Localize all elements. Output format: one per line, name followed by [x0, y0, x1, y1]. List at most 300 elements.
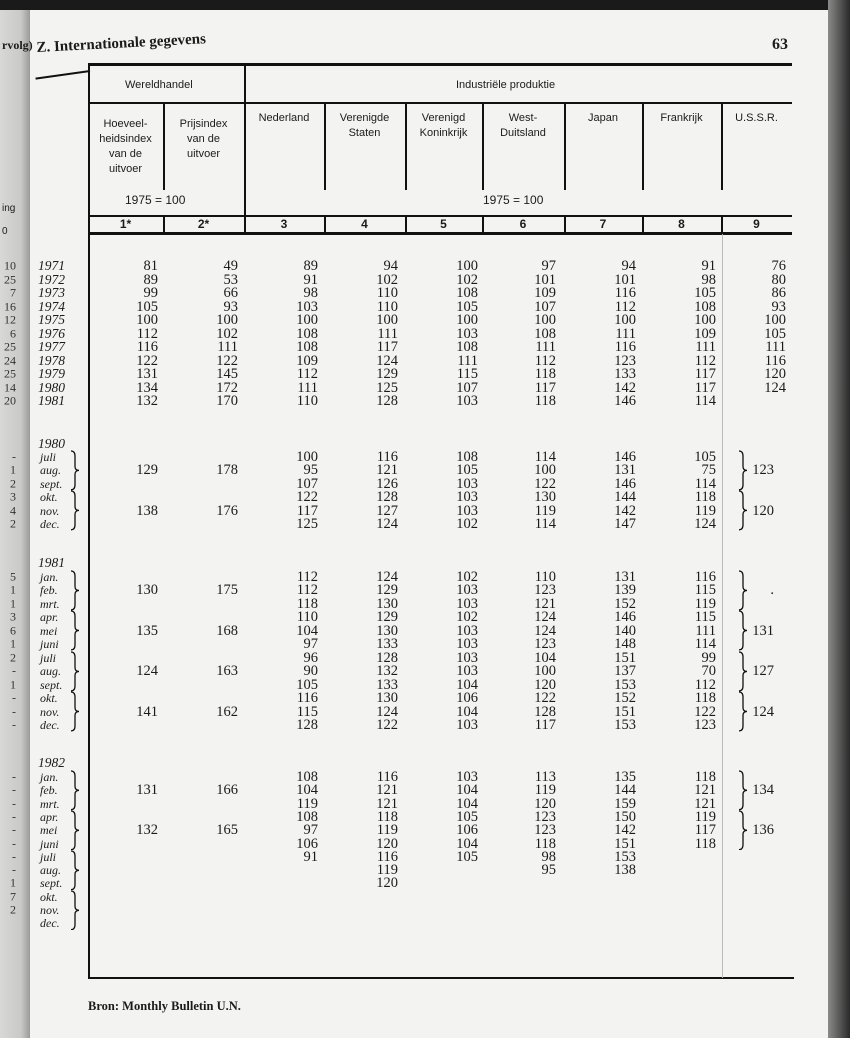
column-divider [324, 103, 326, 190]
value-united-states: 124 [376, 516, 398, 532]
ussr-quarter-brace [738, 810, 748, 851]
previous-page-number: - [12, 836, 16, 850]
value-japan: 142 [614, 379, 636, 396]
previous-page-number: 2 [10, 650, 16, 665]
value-netherlands: 100 [296, 312, 318, 328]
value-france: 100 [694, 312, 716, 328]
previous-page-number: - [12, 796, 16, 811]
month-label: mrt. [40, 596, 60, 611]
quarter-value-volume-index-exports: 124 [136, 663, 158, 680]
month-label: juli [40, 450, 57, 464]
column-number-france: 8 [678, 217, 685, 231]
value-united-states: 128 [376, 489, 398, 506]
value-japan: 138 [614, 862, 636, 879]
value-volume-index-exports: 122 [136, 352, 158, 369]
value-west-germany: 130 [534, 489, 556, 506]
value-united-states: 125 [376, 379, 398, 396]
value-united-states: 117 [376, 339, 398, 355]
value-france: 117 [694, 379, 716, 396]
month-label: apr. [40, 809, 59, 824]
previous-page-number: 1 [10, 875, 16, 890]
value-west-germany: 120 [534, 795, 556, 812]
value-france: 116 [694, 569, 716, 585]
quarter-value-volume-index-exports: 131 [136, 782, 158, 799]
month-label: okt. [40, 490, 58, 505]
value-west-germany: 111 [535, 339, 556, 355]
previous-page-number: - [12, 809, 16, 824]
quarter-brace [70, 890, 80, 931]
value-price-index-exports: 122 [216, 352, 238, 369]
value-united-states: 122 [376, 716, 398, 733]
value-netherlands: 104 [296, 782, 318, 799]
quarter-value-price-index-exports: 176 [216, 502, 238, 519]
column-header-united-kingdom: Verenigd Koninkrijk [419, 112, 468, 139]
value-france: 112 [694, 352, 716, 369]
value-netherlands: 109 [296, 352, 318, 369]
ussr-quarter-brace [738, 651, 748, 692]
quarter-brace [70, 850, 80, 891]
value-ussr: 86 [771, 285, 786, 301]
value-united-states: 118 [376, 808, 398, 825]
value-france: 115 [694, 609, 716, 626]
column-number-united-states: 4 [361, 217, 368, 231]
quarter-value-ussr: 127 [752, 663, 774, 680]
value-france: 105 [694, 285, 716, 301]
previous-page-number: 20 [4, 393, 16, 408]
value-japan: 135 [614, 769, 636, 785]
month-label: dec. [40, 517, 60, 531]
value-west-germany: 100 [534, 462, 556, 479]
value-netherlands: 91 [303, 271, 318, 288]
value-united-states: 110 [376, 298, 398, 315]
month-label: mei [40, 623, 58, 638]
previous-page-number: 25 [4, 272, 16, 286]
value-japan: 146 [614, 393, 636, 409]
value-france: 105 [694, 449, 716, 465]
month-label: nov. [40, 503, 60, 518]
row-year-label: 1971 [38, 258, 65, 273]
value-united-states: 124 [376, 352, 398, 369]
value-japan: 150 [614, 808, 636, 825]
value-west-germany: 122 [534, 690, 556, 707]
row-year-label: 1975 [38, 312, 65, 327]
column-number-divider [721, 216, 723, 233]
value-united-kingdom: 103 [456, 716, 478, 733]
column-header-price-index-exports: Prijsindex van de uitvoer [179, 118, 228, 160]
column-number-divider [324, 216, 326, 233]
column-number-price-index-exports: 2* [197, 217, 210, 231]
quarter-value-price-index-exports: 175 [216, 582, 238, 599]
value-ussr: 76 [771, 258, 786, 274]
value-united-states: 128 [376, 649, 398, 666]
ussr-quarter-brace [738, 770, 748, 811]
previous-page-number: 7 [10, 889, 16, 904]
column-header-united-states: Verenigde Staten [339, 112, 390, 139]
value-france: 121 [694, 782, 716, 799]
value-netherlands: 108 [296, 339, 318, 355]
value-netherlands: 119 [296, 795, 318, 812]
previous-page-number: 3 [10, 489, 16, 504]
previous-page-number: - [12, 782, 16, 797]
value-japan: 123 [614, 352, 636, 369]
value-west-germany: 124 [534, 622, 556, 639]
value-france: 91 [701, 258, 716, 274]
column-number-divider [642, 216, 644, 233]
column-header-west-germany: West- Duitsland [500, 112, 546, 139]
month-label: juli [40, 650, 57, 665]
month-label: nov. [40, 903, 60, 917]
column-header-japan: Japan [588, 112, 618, 124]
group-label-world-trade: Wereldhandel [125, 79, 193, 91]
value-france: 75 [701, 462, 716, 479]
previous-page-number: - [12, 769, 16, 784]
value-west-germany: 124 [534, 609, 556, 626]
quarter-brace [70, 691, 80, 732]
value-west-germany: 112 [534, 352, 556, 369]
month-label: feb. [40, 583, 58, 598]
value-volume-index-exports: 99 [143, 285, 158, 301]
previous-page-number: 1 [10, 677, 16, 692]
value-united-states: 111 [377, 325, 398, 342]
row-year-label: 1976 [38, 325, 65, 341]
column-divider [721, 103, 723, 190]
value-united-kingdom: 111 [457, 352, 478, 369]
value-netherlands: 108 [296, 808, 318, 825]
previous-page-number: 6 [10, 623, 16, 638]
value-united-states: 124 [376, 703, 398, 720]
value-volume-index-exports: 116 [136, 339, 158, 355]
quarter-value-volume-index-exports: 141 [136, 703, 158, 720]
value-japan: 153 [614, 676, 636, 693]
quarter-value-ussr: 134 [752, 782, 774, 799]
quarter-value-ussr: 136 [752, 822, 774, 839]
value-netherlands: 96 [303, 649, 318, 666]
previous-page-number: 7 [10, 285, 16, 300]
value-price-index-exports: 172 [216, 379, 238, 396]
column-number-divider [244, 216, 246, 233]
quarter-value-ussr: 131 [752, 622, 774, 639]
value-united-kingdom: 103 [456, 595, 478, 612]
value-united-kingdom: 106 [456, 690, 478, 707]
value-france: 115 [694, 582, 716, 599]
quarter-brace [70, 810, 80, 851]
value-united-kingdom: 102 [456, 271, 478, 288]
value-united-states: 102 [376, 271, 398, 288]
month-label: jan. [40, 570, 59, 584]
row-year-label: 1977 [38, 339, 65, 354]
value-france: 112 [694, 676, 716, 693]
column-number-netherlands: 3 [280, 217, 288, 231]
month-label: aug. [40, 863, 61, 878]
ussr-quarter-brace [738, 691, 748, 732]
previous-page-number: - [12, 822, 16, 837]
value-ussr: 120 [764, 366, 786, 382]
value-united-kingdom: 106 [456, 822, 478, 839]
month-label: apr. [40, 610, 59, 625]
previous-page-number: - [12, 449, 16, 464]
value-united-states: 116 [376, 848, 398, 865]
value-united-kingdom: 103 [456, 393, 478, 409]
value-japan: 116 [614, 339, 636, 355]
value-netherlands: 112 [296, 569, 318, 585]
value-netherlands: 90 [303, 663, 318, 680]
value-price-index-exports: 66 [223, 285, 238, 301]
page-number: 63 [772, 36, 788, 53]
ussr-quarter-brace [738, 610, 748, 651]
value-price-index-exports: 93 [223, 298, 238, 315]
value-volume-index-exports: 131 [136, 366, 158, 382]
value-price-index-exports: 111 [217, 339, 238, 355]
previous-page-number: 24 [4, 353, 16, 367]
previous-page-number: 25 [4, 366, 16, 381]
source-note: Bron: Monthly Bulletin U.N. [88, 999, 241, 1013]
value-united-states: 130 [376, 595, 398, 612]
value-united-kingdom: 104 [456, 782, 478, 799]
value-west-germany: 123 [534, 822, 556, 839]
period-year-label: 1982 [38, 755, 65, 770]
base-year-label-right: 1975 = 100 [483, 193, 544, 207]
value-united-states: 130 [376, 622, 398, 639]
quarter-brace [70, 610, 80, 651]
value-netherlands: 115 [296, 703, 318, 720]
month-label: sept. [40, 476, 63, 491]
previous-page-number: 2 [10, 902, 16, 917]
column-number-divider [564, 216, 566, 233]
value-united-states: 119 [376, 822, 398, 839]
value-france: 114 [694, 475, 716, 492]
header-bottom-rule [88, 232, 792, 235]
value-japan: 140 [614, 622, 636, 639]
value-united-states: 124 [376, 569, 398, 585]
value-ussr: 116 [764, 352, 786, 369]
previous-page-number: - [12, 849, 16, 864]
previous-page-number: 16 [4, 299, 16, 313]
month-label: feb. [40, 783, 58, 798]
value-united-states: 129 [376, 366, 398, 382]
value-france: 118 [694, 769, 716, 785]
quarter-brace [70, 651, 80, 692]
column-divider [564, 103, 566, 190]
value-united-states: 130 [376, 690, 398, 707]
month-label: juni [40, 637, 59, 652]
column-number-west-germany: 6 [519, 217, 527, 231]
value-japan: 148 [614, 636, 636, 653]
value-france: 117 [694, 822, 716, 839]
value-united-states: 121 [376, 782, 398, 799]
row-year-label: 1974 [38, 298, 65, 314]
column-divider [642, 103, 644, 190]
quarter-brace [70, 490, 80, 531]
value-japan: 146 [614, 475, 636, 492]
value-japan: 131 [614, 569, 636, 585]
column-number-ussr: 9 [753, 217, 760, 231]
value-united-kingdom: 108 [456, 449, 478, 465]
month-label: sept. [40, 677, 63, 692]
value-france: 119 [694, 595, 716, 612]
quarter-value-price-index-exports: 166 [216, 782, 238, 799]
value-ussr: 100 [764, 312, 786, 328]
value-france: 99 [701, 649, 716, 666]
value-price-index-exports: 100 [216, 312, 238, 328]
value-japan: 151 [614, 703, 636, 720]
value-netherlands: 128 [296, 716, 318, 733]
value-netherlands: 117 [296, 502, 318, 519]
value-japan: 116 [614, 285, 636, 301]
row-year-label: 1972 [38, 271, 65, 287]
month-label: aug. [40, 664, 61, 679]
previous-page-number: 6 [10, 326, 16, 340]
quarter-value-price-index-exports: 178 [216, 462, 238, 479]
value-japan: 152 [614, 690, 636, 707]
value-united-states: 100 [376, 312, 398, 328]
section-title: Z. Internationale gegevens [36, 31, 207, 57]
value-netherlands: 105 [296, 676, 318, 693]
value-west-germany: 119 [534, 502, 556, 519]
value-united-kingdom: 104 [456, 795, 478, 812]
value-united-states: 121 [376, 795, 398, 812]
previous-page-number: 25 [4, 339, 16, 354]
quarter-value-price-index-exports: 163 [216, 663, 238, 680]
value-france: 118 [694, 690, 716, 707]
month-label: okt. [40, 889, 58, 904]
value-united-kingdom: 107 [456, 379, 478, 396]
row-year-label: 1979 [38, 366, 65, 381]
value-ussr: 111 [765, 339, 786, 355]
value-france: 114 [694, 393, 716, 409]
value-west-germany: 118 [534, 835, 556, 852]
previous-page-number: 5 [10, 569, 16, 584]
value-united-kingdom: 102 [456, 516, 478, 532]
value-japan: 153 [614, 848, 636, 865]
value-netherlands: 108 [296, 769, 318, 785]
column-number-united-kingdom: 5 [440, 217, 447, 231]
ussr-quarter-brace [738, 450, 748, 491]
value-united-states: 129 [376, 609, 398, 626]
value-netherlands: 100 [296, 449, 318, 465]
value-japan: 152 [614, 595, 636, 612]
value-france: 119 [694, 808, 716, 825]
value-volume-index-exports: 112 [136, 325, 158, 342]
value-west-germany: 128 [534, 703, 556, 720]
value-france: 111 [695, 622, 716, 639]
value-netherlands: 95 [303, 462, 318, 479]
column-divider [163, 103, 165, 190]
value-japan: 151 [614, 649, 636, 666]
quarter-value-price-index-exports: 162 [216, 703, 238, 720]
previous-page-number: - [12, 704, 16, 718]
value-japan: 101 [614, 271, 636, 288]
value-united-kingdom: 100 [456, 258, 478, 274]
value-price-index-exports: 49 [223, 258, 238, 274]
value-japan: 94 [621, 258, 636, 274]
month-label: juni [40, 836, 59, 851]
value-netherlands: 125 [296, 516, 318, 532]
column-header-france: Frankrijk [660, 112, 703, 124]
value-netherlands: 112 [296, 582, 318, 599]
value-united-kingdom: 103 [456, 475, 478, 492]
column-number-divider [405, 216, 407, 233]
value-united-kingdom: 105 [456, 462, 478, 479]
value-japan: 142 [614, 502, 636, 519]
previous-page-header-fragment: ing [2, 203, 16, 214]
quarter-value-volume-index-exports: 135 [136, 622, 158, 639]
group-label-industrial-production: Industriële produktie [456, 79, 556, 91]
value-japan: 100 [614, 312, 636, 328]
value-west-germany: 98 [541, 848, 556, 865]
previous-page-number: - [12, 690, 16, 705]
value-united-states: 116 [376, 769, 398, 785]
value-volume-index-exports: 134 [136, 379, 158, 396]
value-netherlands: 91 [303, 848, 318, 865]
value-japan: 144 [614, 489, 636, 506]
value-japan: 139 [614, 582, 636, 599]
value-west-germany: 123 [534, 808, 556, 825]
table-bottom-rule [88, 977, 794, 979]
value-netherlands: 89 [303, 258, 318, 274]
value-united-kingdom: 103 [456, 489, 478, 506]
value-united-states: 94 [383, 258, 398, 274]
value-united-states: 128 [376, 393, 398, 409]
value-west-germany: 104 [534, 649, 556, 666]
value-france: 123 [694, 716, 716, 733]
value-japan: 131 [614, 462, 636, 479]
value-west-germany: 114 [534, 516, 556, 532]
value-ussr: 93 [771, 298, 786, 315]
ussr-quarter-brace [738, 490, 748, 531]
value-united-kingdom: 104 [456, 676, 478, 693]
value-west-germany: 100 [534, 663, 556, 680]
row-year-label: 1981 [38, 393, 65, 408]
value-west-germany: 95 [541, 862, 556, 879]
month-label: mei [40, 823, 58, 838]
quarter-value-price-index-exports: 168 [216, 622, 238, 639]
period-year-label: 1981 [38, 555, 65, 570]
value-west-germany: 118 [534, 393, 556, 409]
value-japan: 142 [614, 822, 636, 839]
value-netherlands: 104 [296, 622, 318, 639]
value-west-germany: 100 [534, 312, 556, 328]
value-japan: 147 [614, 516, 636, 532]
value-netherlands: 107 [296, 475, 318, 492]
value-west-germany: 107 [534, 298, 556, 315]
value-united-kingdom: 103 [456, 663, 478, 680]
value-united-kingdom: 104 [456, 703, 478, 720]
value-united-kingdom: 103 [456, 649, 478, 666]
value-united-kingdom: 103 [456, 582, 478, 599]
value-japan: 146 [614, 609, 636, 626]
month-label: okt. [40, 691, 58, 706]
column-header-ussr: U.S.S.R. [735, 112, 778, 124]
previous-page-number: 1 [10, 582, 16, 597]
value-volume-index-exports: 89 [143, 271, 158, 288]
value-united-kingdom: 108 [456, 285, 478, 301]
previous-page-header-number: 0 [2, 226, 8, 237]
row-year-label: 1978 [38, 352, 65, 368]
value-west-germany: 120 [534, 676, 556, 693]
quarter-value-volume-index-exports: 129 [136, 462, 158, 479]
previous-page-number: 12 [4, 312, 16, 327]
quarter-brace [70, 570, 80, 611]
value-japan: 111 [615, 325, 636, 342]
value-west-germany: 123 [534, 582, 556, 599]
value-france: 118 [694, 489, 716, 506]
value-west-germany: 108 [534, 325, 556, 342]
value-united-kingdom: 100 [456, 312, 478, 328]
month-label: juli [40, 849, 57, 864]
value-netherlands: 97 [303, 636, 318, 653]
value-netherlands: 116 [296, 690, 318, 707]
value-united-kingdom: 105 [456, 808, 478, 825]
